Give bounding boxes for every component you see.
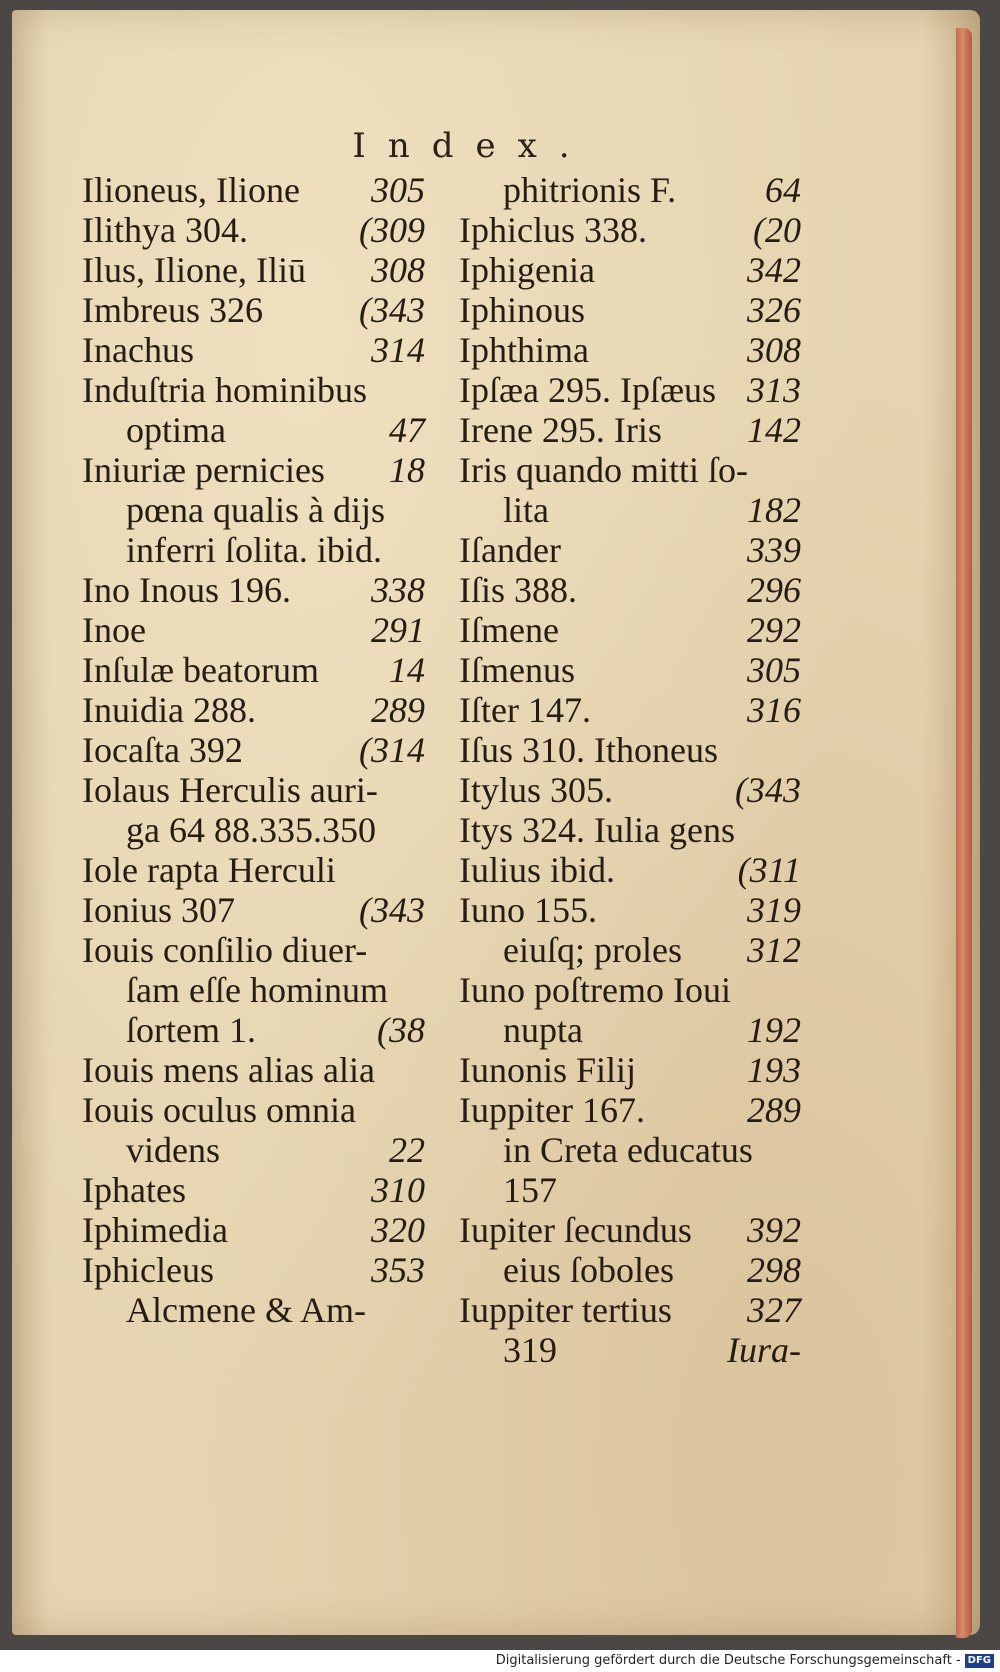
index-entry xyxy=(82,650,425,690)
index-entry xyxy=(82,770,425,810)
index-entry-term: eius ſoboles xyxy=(503,1250,674,1290)
index-entry-page: 310 xyxy=(371,1170,425,1210)
index-entry-term: Inſulæ beatorum xyxy=(82,650,319,690)
index-entry-page: 305 xyxy=(747,650,801,690)
index-entry-term: Ilithya 304. xyxy=(82,210,248,250)
index-entry-page: 291 xyxy=(371,610,425,650)
page-title: Index. xyxy=(352,126,592,166)
index-entry xyxy=(459,570,801,610)
index-entry-term: 157 xyxy=(503,1170,557,1210)
index-entry-term: Iſis 388. xyxy=(459,570,578,610)
index-entry-page: 338 xyxy=(371,570,425,610)
index-entry-page: 313 xyxy=(747,370,801,410)
index-entry-page: 308 xyxy=(747,330,801,370)
index-entry xyxy=(82,210,425,250)
index-entry xyxy=(82,1130,425,1170)
index-entry xyxy=(82,810,425,850)
index-entry-page: 308 xyxy=(371,250,425,290)
index-entry-page: (314 xyxy=(359,730,425,770)
dfg-logo: DFG xyxy=(965,1654,994,1668)
index-entry-page: 312 xyxy=(747,930,801,970)
index-entry-page: 342 xyxy=(747,250,801,290)
index-entry xyxy=(459,290,801,330)
index-entry-term: Iouis conſilio diuer- xyxy=(82,930,368,970)
index-entry-term: Iſmene xyxy=(459,610,559,650)
page-edge xyxy=(956,28,972,1638)
index-entry xyxy=(82,450,425,490)
index-column-left xyxy=(82,170,425,1330)
index-entry xyxy=(459,850,801,890)
index-entry xyxy=(82,890,425,930)
index-entry-term: inferri ſolita. ibid. xyxy=(126,530,382,570)
index-entry-term: Iulius ibid. xyxy=(459,850,616,890)
index-entry-term: Iocaſta 392 xyxy=(82,730,243,770)
index-entry-term: Ipſæa 295. Ipſæus xyxy=(459,370,716,410)
index-entry xyxy=(82,1010,425,1050)
index-entry-page: (343 xyxy=(359,890,425,930)
index-entry-page: (20 xyxy=(753,210,801,250)
index-entry-term: Iuppiter 167. xyxy=(459,1090,645,1130)
index-entry-page: 298 xyxy=(747,1250,801,1290)
index-entry-term: Iunonis Filij xyxy=(459,1050,637,1090)
index-entry-page: 320 xyxy=(371,1210,425,1250)
index-entry xyxy=(459,810,801,850)
index-entry-term: Itys 324. Iulia gens xyxy=(459,810,735,850)
index-entry xyxy=(82,570,425,610)
index-entry xyxy=(459,1250,801,1290)
index-entry xyxy=(459,450,801,490)
index-entry-term: Inachus xyxy=(82,330,194,370)
index-entry xyxy=(459,1050,801,1090)
index-entry xyxy=(82,1050,425,1090)
index-entry-page: 182 xyxy=(747,490,801,530)
index-entry-page: 292 xyxy=(747,610,801,650)
index-entry-term: lita xyxy=(503,490,549,530)
index-entry-page: 18 xyxy=(389,450,425,490)
index-entry-term: Iniuriæ pernicies xyxy=(82,450,325,490)
index-entry-term: Iphicleus xyxy=(82,1250,214,1290)
index-entry-term: Iuppiter tertius xyxy=(459,1290,672,1330)
index-entry xyxy=(459,250,801,290)
book-page xyxy=(12,10,980,1635)
index-entry-page: 316 xyxy=(747,690,801,730)
index-entry xyxy=(459,1210,801,1250)
index-entry-term: Iphates xyxy=(82,1170,186,1210)
index-entry-page: 64 xyxy=(765,170,801,210)
index-entry xyxy=(459,330,801,370)
index-entry xyxy=(82,410,425,450)
index-entry xyxy=(82,250,425,290)
index-entry-page: (311 xyxy=(737,850,801,890)
index-entry-page: 289 xyxy=(371,690,425,730)
index-entry-term: ſam eſſe hominum xyxy=(126,970,388,1010)
index-entry xyxy=(459,650,801,690)
index-entry xyxy=(82,330,425,370)
index-entry xyxy=(459,1130,801,1170)
index-entry-term: eiuſq; proles xyxy=(503,930,682,970)
index-entry-term: pœna qualis à dijs xyxy=(126,490,385,530)
index-entry-term: Iole rapta Herculi xyxy=(82,850,336,890)
index-entry xyxy=(82,1090,425,1130)
index-entry xyxy=(82,930,425,970)
index-entry xyxy=(459,210,801,250)
index-entry-term: nupta xyxy=(503,1010,583,1050)
index-entry xyxy=(82,290,425,330)
index-entry xyxy=(82,370,425,410)
index-entry-term: Ionius 307 xyxy=(82,890,235,930)
index-entry xyxy=(459,410,801,450)
index-entry-page: 305 xyxy=(371,170,425,210)
index-entry-page: 353 xyxy=(371,1250,425,1290)
index-entry-term: Iphigenia xyxy=(459,250,595,290)
index-column-right xyxy=(459,170,801,1370)
index-entry-term: Iouis mens alias alia xyxy=(82,1050,375,1090)
index-entry xyxy=(459,370,801,410)
index-entry-term: Ilus, Ilione, Iliū xyxy=(82,250,306,290)
index-entry xyxy=(459,170,801,210)
index-entry-term: ga 64 88.335.350 xyxy=(126,810,376,850)
index-entry xyxy=(459,1170,801,1210)
index-entry-term: Iupiter ſecundus xyxy=(459,1210,692,1250)
index-entry xyxy=(459,1290,801,1330)
index-entry xyxy=(82,970,425,1010)
index-entry xyxy=(459,690,801,730)
index-entry xyxy=(459,1090,801,1130)
index-entry-page: 319 xyxy=(747,890,801,930)
index-entry-page: (343 xyxy=(735,770,801,810)
index-entry-term: Irene 295. Iris xyxy=(459,410,662,450)
index-entry xyxy=(459,1010,801,1050)
index-entry xyxy=(82,730,425,770)
index-entry-page: 14 xyxy=(389,650,425,690)
index-entry xyxy=(82,1170,425,1210)
index-entry xyxy=(459,730,801,770)
index-entry xyxy=(459,490,801,530)
index-entry-term: videns xyxy=(126,1130,220,1170)
index-entry-term: Iuno 155. xyxy=(459,890,597,930)
index-entry xyxy=(82,690,425,730)
index-entry-term: Iphiclus 338. xyxy=(459,210,647,250)
index-entry xyxy=(82,1290,425,1330)
index-entry xyxy=(82,170,425,210)
index-entry xyxy=(82,850,425,890)
index-entry-page: 296 xyxy=(747,570,801,610)
index-entry-page: 392 xyxy=(747,1210,801,1250)
index-entry-term: Ino Inous 196. xyxy=(82,570,291,610)
index-entry-term: Iſus 310. Ithoneus xyxy=(459,730,718,770)
index-entry-term: 319 xyxy=(503,1330,557,1370)
index-entry-page: (343 xyxy=(359,290,425,330)
index-entry-term: optima xyxy=(126,410,226,450)
index-entry-page: 326 xyxy=(747,290,801,330)
index-entry-page: (38 xyxy=(377,1010,425,1050)
footer-text: Digitalisierung gefördert durch die Deutsche Forschungsgemeinschaft - xyxy=(495,1653,961,1668)
index-entry-page: 22 xyxy=(389,1130,425,1170)
index-entry xyxy=(459,1330,801,1370)
index-entry-term: Itylus 305. xyxy=(459,770,614,810)
index-entry-page: Iura- xyxy=(727,1330,801,1370)
index-entry-page: 193 xyxy=(747,1050,801,1090)
index-entry-term: Iolaus Herculis auri- xyxy=(82,770,378,810)
index-entry-term: Iphimedia xyxy=(82,1210,228,1250)
index-entry-page: 339 xyxy=(747,530,801,570)
index-entry-page: 47 xyxy=(389,410,425,450)
digitization-footer xyxy=(0,1650,1000,1672)
index-entry-term: Iſmenus xyxy=(459,650,575,690)
index-entry xyxy=(459,610,801,650)
index-entry-page: 142 xyxy=(747,410,801,450)
index-entry-term: ſortem 1. xyxy=(126,1010,256,1050)
index-entry xyxy=(82,1250,425,1290)
index-entry-page: 192 xyxy=(747,1010,801,1050)
index-entry-page: 327 xyxy=(747,1290,801,1330)
index-entry-term: Induſtria hominibus xyxy=(82,370,367,410)
index-entry-page: (309 xyxy=(359,210,425,250)
index-entry-term: Iris quando mitti ſo- xyxy=(459,450,748,490)
index-entry-page: 314 xyxy=(371,330,425,370)
index-entry-term: Iuno poſtremo Ioui xyxy=(459,970,731,1010)
index-entry xyxy=(82,490,425,530)
index-entry-term: Inoe xyxy=(82,610,146,650)
index-entry-term: Iſter 147. xyxy=(459,690,591,730)
index-entry xyxy=(459,970,801,1010)
index-entry xyxy=(459,770,801,810)
index-entry-term: phitrionis F. xyxy=(503,170,677,210)
index-entry-term: Ilioneus, Ilione xyxy=(82,170,300,210)
index-entry-term: Alcmene & Am- xyxy=(126,1290,366,1330)
index-entry xyxy=(459,930,801,970)
index-entry-term: Imbreus 326 xyxy=(82,290,263,330)
index-entry xyxy=(459,530,801,570)
index-entry xyxy=(82,610,425,650)
index-entry-term: Iphinous xyxy=(459,290,585,330)
index-entry xyxy=(82,530,425,570)
index-entry-term: Iphthima xyxy=(459,330,589,370)
index-entry-page: 289 xyxy=(747,1090,801,1130)
index-entry xyxy=(82,1210,425,1250)
index-entry-term: Inuidia 288. xyxy=(82,690,256,730)
index-entry-term: in Creta educatus xyxy=(503,1130,753,1170)
index-entry xyxy=(459,890,801,930)
index-entry-term: Iſander xyxy=(459,530,561,570)
index-entry-term: Iouis oculus omnia xyxy=(82,1090,356,1130)
